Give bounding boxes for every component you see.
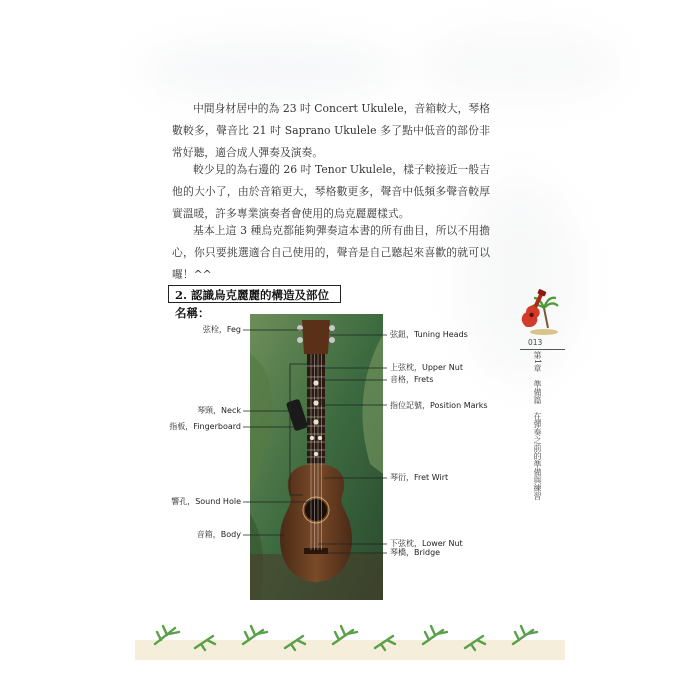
label-body: 音箱，Body <box>196 530 241 539</box>
label-tuning-heads: 弦鈕，Tuning Heads <box>390 330 468 339</box>
sidebar-divider <box>520 349 565 350</box>
label-position-marks: 指位記號，Position Marks <box>390 401 488 410</box>
palm-border-decoration <box>135 620 565 660</box>
label-neck: 琴頸，Neck <box>197 406 241 415</box>
label-lower-nut: 下弦枕，Lower Nut <box>390 539 463 548</box>
label-peg: 弦栓，Feg <box>202 325 241 334</box>
label-sound-hole: 響孔，Sound Hole <box>171 497 241 506</box>
ukulele-palm-icon <box>518 288 564 336</box>
label-bridge: 琴橋，Bridge <box>390 548 441 557</box>
ukulele-photo <box>250 314 383 600</box>
chapter-sidebar-text: 第1章 準備篇 在彈奏之前的準備與練習 <box>533 351 542 501</box>
intro-paragraph-1: 中間身材居中的為 23 吋 Concert Ukulele，音箱較大，琴格數較多，聲音比 21 吋 Saprano Ukulele 多了點中低音的部份非常好聽，適合成人彈奏及演奏。 <box>172 102 490 159</box>
intro-paragraph-2: 較少見的為右邊的 26 吋 Tenor Ukulele，樣子較接近一般吉他的大小了，由於音箱更大，琴格數更多，聲音中低頻多聲音較厚實溫暖，許多專業演奏者會使用的烏克麗麗樣式。 <box>172 163 490 220</box>
background-wash <box>140 40 400 100</box>
ukulele-illustration <box>250 314 383 600</box>
label-fret-wirt: 琴衍，Fret Wirt <box>390 473 449 482</box>
section-heading: 2. 認識烏克麗麗的構造及部位名稱： <box>168 285 341 303</box>
intro-paragraph-3: 基本上這 3 種烏克都能夠彈奏這本書的所有曲目，所以不用擔心，你只要挑選適合自己使用的，聲音是自己聽起來喜歡的就可以囉！^^ <box>172 224 490 281</box>
label-frets: 音格，Frets <box>390 375 434 384</box>
page-number: 013 <box>528 338 543 347</box>
label-upper-nut: 上弦枕，Upper Nut <box>390 363 463 372</box>
label-fingerboard: 指板，Fingerboard <box>169 422 241 431</box>
background-wash <box>420 30 620 100</box>
